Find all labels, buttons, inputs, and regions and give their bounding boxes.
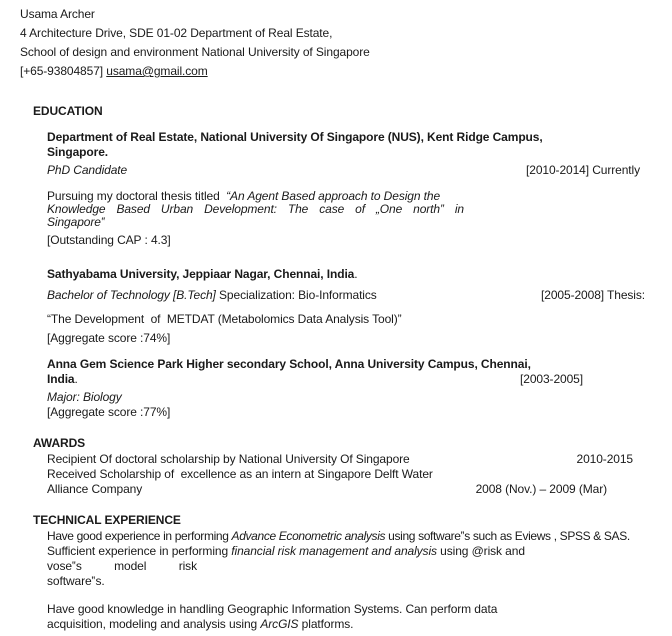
skill-emphasis: financial risk management and analysis (231, 544, 437, 558)
entry-title-line: Singapore. (47, 145, 109, 159)
education-entry-nus (47, 130, 672, 248)
aggregate-score: [Aggregate score :77%] (47, 405, 171, 419)
degree-line (47, 163, 672, 178)
award-item (47, 452, 672, 467)
entry-title-line: Department of Real Estate, National University Of Singapore (NUS), Kent Ridge Campus, (47, 130, 543, 144)
technical-line: software‟s. (47, 574, 105, 588)
entry-title-line (47, 372, 672, 387)
award-date: 2010-2015 (576, 452, 633, 466)
text-segment: Have good experience in performing (47, 529, 232, 543)
entry-title-line: Anna Gem Science Park Higher secondary School, Anna University Campus, Chennai, (47, 357, 531, 371)
technical-line (47, 617, 672, 632)
award-date: 2008 (Nov.) – 2009 (Mar) (475, 482, 607, 496)
education-entry-annagem (47, 357, 672, 420)
education-heading: EDUCATION (33, 104, 103, 118)
contact-header (20, 5, 672, 81)
award-item: Received Scholarship of excellence as an intern at Singapore Delft Water (47, 467, 433, 481)
institution-name: Sathyabama University, Jeppiaar Nagar, Chennai, India (47, 267, 355, 281)
phone-number: [+65-93804857] (20, 64, 107, 78)
cap-score: [Outstanding CAP : 4.3] (47, 233, 171, 247)
technical-line (47, 544, 672, 559)
technical-paragraph-1 (47, 529, 672, 589)
degree-title: Bachelor of Technology [B.Tech] (47, 288, 216, 302)
degree-specialization: Specialization: Bio-Informatics (215, 288, 377, 302)
skill-emphasis: Advance Econometric analysis (231, 529, 386, 543)
email-link[interactable]: usama@gmail.com (106, 64, 208, 78)
technical-experience-heading: TECHNICAL EXPERIENCE (33, 513, 181, 527)
text-segment: platforms. (298, 617, 354, 631)
text-segment: Sufficient experience in performing (47, 544, 232, 558)
date-range: [2010-2014] Currently (526, 163, 640, 177)
person-name: Usama Archer (20, 7, 95, 21)
award-item (47, 482, 672, 497)
award-text: Alliance Company (47, 482, 143, 496)
thesis-paragraph (47, 190, 672, 229)
technical-line: vose‟s model risk (47, 559, 197, 573)
date-range: [2003-2005] (520, 372, 583, 386)
technical-line (47, 529, 672, 544)
entry-title-line (47, 267, 672, 282)
text-segment: using software‟s such as Eviews , SPSS & SAS. (385, 529, 630, 543)
thesis-title-part: “An Agent Based approach to Design the (226, 189, 441, 203)
technical-line: Have good knowledge in handling Geographic Information Systems. Can perform data (47, 602, 498, 616)
technical-paragraph-2 (47, 602, 672, 632)
institution-name: India (47, 372, 75, 386)
software-name: ArcGIS (260, 617, 299, 631)
contact-line (20, 62, 672, 81)
address-line-1: 4 Architecture Drive, SDE 01-02 Department of Real Estate, (20, 26, 333, 40)
title-period: . (74, 372, 78, 386)
award-text: Recipient Of doctoral scholarship by National University Of Singapore (47, 452, 410, 466)
thesis-title: “The Development of METDAT (Metabolomics Data Analysis Tool)” (47, 312, 402, 326)
major-line: Major: Biology (47, 390, 122, 404)
awards-list (47, 452, 672, 497)
text-segment: using @risk and (436, 544, 525, 558)
title-period: . (354, 267, 358, 281)
text-segment: acquisition, modeling and analysis using (47, 617, 261, 631)
awards-heading: AWARDS (33, 436, 86, 450)
thesis-line: Singapore‟ (47, 215, 105, 229)
address-line-2: School of design and environment National University of Singapore (20, 45, 370, 59)
degree-line (47, 288, 672, 303)
education-entry-sathyabama (47, 267, 672, 346)
degree-title: PhD Candidate (47, 163, 128, 177)
thesis-line: Knowledge Based Urban Development: The case of „One north‟ in (47, 202, 464, 216)
aggregate-score: [Aggregate score :74%] (47, 331, 171, 345)
thesis-prefix: Pursuing my doctoral thesis titled (47, 189, 227, 203)
date-range: [2005-2008] Thesis: (541, 288, 645, 302)
